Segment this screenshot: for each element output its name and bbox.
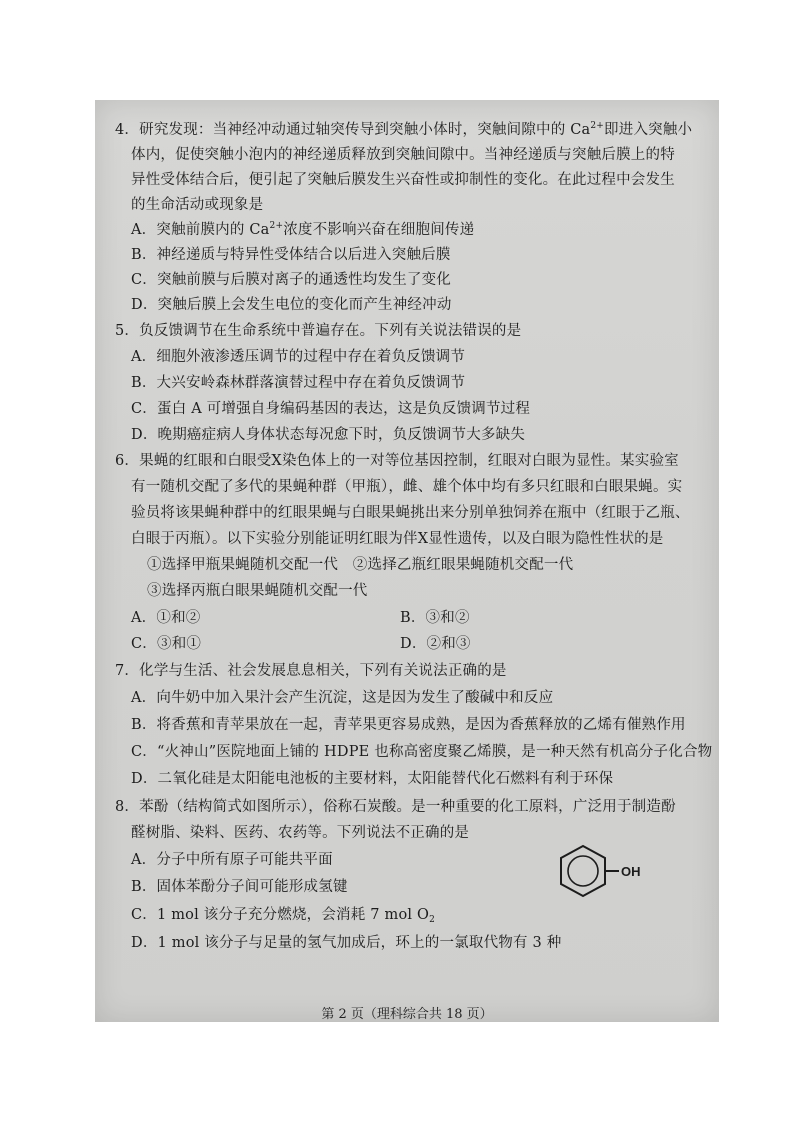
q5-option-a: A．细胞外液渗透压调节的过程中存在着负反馈调节 xyxy=(131,349,466,365)
q6-stem-line1: 6．果蝇的红眼和白眼受X染色体上的一对等位基因控制，红眼对白眼为显性。某实验室 xyxy=(115,453,679,469)
q5-option-b: B．大兴安岭森林群落演替过程中存在着负反馈调节 xyxy=(131,375,466,391)
q7-option-b: B．将香蕉和青苹果放在一起，青苹果更容易成熟，是因为香蕉释放的乙烯有催熟作用 xyxy=(131,717,686,733)
q7-option-d: D．二氧化硅是太阳能电池板的主要材料，太阳能替代化石燃料有利于环保 xyxy=(131,771,614,787)
page-footer: 第 2 页（理科综合共 18 页） xyxy=(321,1007,493,1022)
q4-stem-line4: 的生命活动或现象是 xyxy=(131,197,264,213)
hydroxyl-label: OH xyxy=(621,864,641,879)
q6-option-c: C．③和① xyxy=(131,636,202,652)
q8-option-d: D．1 mol 该分子与足量的氢气加成后，环上的一氯取代物有 3 种 xyxy=(131,935,562,951)
q4-option-c: C．突触前膜与后膜对离子的通透性均发生了变化 xyxy=(131,272,451,288)
q6-option-d: D．②和③ xyxy=(400,636,471,652)
q6-option-a: A．①和② xyxy=(131,610,201,626)
q4-option-b: B．神经递质与特异性受体结合以后进入突触后膜 xyxy=(131,247,451,263)
q8-option-b: B．固体苯酚分子间可能形成氢键 xyxy=(131,879,348,895)
q4-stem-line3: 异性受体结合后，便引起了突触后膜发生兴奋性或抑制性的变化。在此过程中会发生 xyxy=(131,172,675,188)
phenol-structure-diagram xyxy=(553,840,663,910)
q6-stem-line4: 白眼于丙瓶）。以下实验分别能证明红眼为伴X显性遗传，以及白眼为隐性性状的是 xyxy=(131,531,664,547)
q7-option-a: A．向牛奶中加入果汁会产生沉淀，这是因为发生了酸碱中和反应 xyxy=(131,690,554,706)
q8-option-a: A．分子中所有原子可能共平面 xyxy=(131,852,333,868)
q4-option-a: A．突触前膜内的 $Ca^{2+}$浓度不影响兴奋在细胞间传递 xyxy=(131,221,475,238)
q5-option-d: D．晚期癌症病人身体状态每况愈下时，负反馈调节大多缺失 xyxy=(131,427,526,443)
q7-option-c: C．“火神山”医院地面上铺的 HDPE 也称高密度聚乙烯膜，是一种天然有机高分子化合物 xyxy=(131,744,713,760)
q8-option-c: C．1 mol 该分子充分燃烧，会消耗 7 mol $O_2$ xyxy=(131,907,436,925)
q8-stem-line2: 醛树脂、染料、医药、农药等。下列说法不正确的是 xyxy=(131,825,470,841)
q5-stem: 5．负反馈调节在生命系统中普遍存在。下列有关说法错误的是 xyxy=(115,323,522,339)
q8-stem-line1: 8．苯酚（结构简式如图所示），俗称石炭酸。是一种重要的化工原料，广泛用于制造酚 xyxy=(115,799,676,815)
q6-stem-line2: 有一随机交配了多代的果蝇种群（甲瓶），雌、雄个体中均有多只红眼和白眼果蝇。实 xyxy=(131,479,683,495)
exam-page xyxy=(95,100,719,1022)
q4-stem-line2: 体内，促使突触小泡内的神经递质释放到突触间隙中。当神经递质与突触后膜上的特 xyxy=(131,147,675,163)
q6-stem-line3: 验员将该果蝇种群中的红眼果蝇与白眼果蝇挑出来分别单独饲养在瓶中（红眼于乙瓶、 xyxy=(131,505,690,521)
q6-option-b: B．③和② xyxy=(400,610,470,626)
q6-statement-3: ③选择丙瓶白眼果蝇随机交配一代 xyxy=(147,583,368,599)
q5-option-c: C．蛋白 A 可增强自身编码基因的表达，这是负反馈调节过程 xyxy=(131,401,531,417)
q7-stem: 7．化学与生活、社会发展息息相关，下列有关说法正确的是 xyxy=(115,663,507,679)
q6-statements-1-2: ①选择甲瓶果蝇随机交配一代 ②选择乙瓶红眼果蝇随机交配一代 xyxy=(147,557,574,573)
q4-option-d: D．突触后膜上会发生电位的变化而产生神经冲动 xyxy=(131,297,452,313)
q4-stem-line1: 4．研究发现：当神经冲动通过轴突传导到突触小体时，突触间隙中的 $Ca^{2+}$即进入突触小 xyxy=(115,121,693,138)
